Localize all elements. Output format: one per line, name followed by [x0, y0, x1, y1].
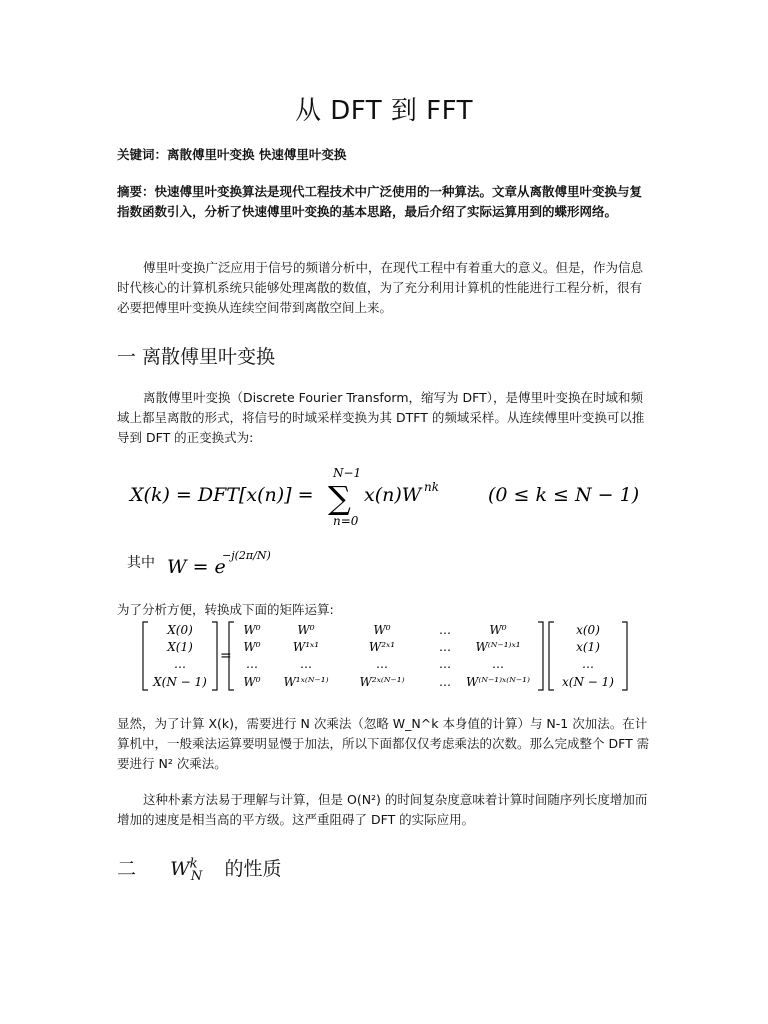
matrix-mid-cell: W²ˣ⁽ᴺ⁻¹⁾ [359, 675, 405, 689]
keywords-text: 离散傅里叶变换 快速傅里叶变换 [167, 147, 347, 162]
matrix-mid-cell: W⁰ [373, 623, 391, 637]
bracket-w-close [538, 622, 543, 690]
w-definition-svg [127, 545, 327, 581]
keywords-line [117, 145, 652, 165]
multiplication-paragraph: 显然，为了计算 X(k)，需要进行 N 次乘法（忽略 W_N^k 本身值的计算）与 N-1 次加法。在计算机中，一般乘法运算要明显慢于加法，所以下面都仅仅考虑乘法的次数。那么完成整个 DFT 需要进行 N² 次乘法。 [117, 716, 650, 771]
matrix-left-cell: X(0) [167, 623, 193, 637]
matrix-svg [140, 620, 630, 692]
matrix-mid-cell: … [439, 675, 451, 689]
matrix-right-cell: x(1) [576, 640, 600, 654]
dft-paragraph: 离散傅里叶变换（Discrete Fourier Transform，缩写为 DFT），是傅里叶变换在时域和频域上都呈离散的形式，将信号的时域采样变换为其 DTFT 的频域采样。从连续傅里叶变换可以推导到 DFT 的正变换式为: [117, 390, 645, 445]
section2-symbol [170, 856, 203, 884]
matrix-mid-cell: … [439, 640, 451, 654]
sum-lower-limit: n=0 [333, 514, 359, 527]
matrix-mid-cell: W²ˣ¹ [368, 640, 396, 654]
abstract-text: 快速傅里叶变换算法是现代工程技术中广泛使用的一种算法。文章从离散傅里叶变换与复指数函数引入，分析了快速傅里叶变换的基本思路，最后介绍了实际运算用到的蝶形网络。 [117, 184, 643, 219]
matrix-mid-cell: W⁰ [243, 675, 261, 689]
matrix-left-cell: X(1) [167, 640, 193, 654]
matrix-mid-cell: … [439, 623, 451, 637]
matrix-mid-cell: … [439, 657, 451, 671]
section2-symbol-base: W [170, 858, 190, 880]
formula-range: (0 ≤ k ≤ N − 1) [488, 484, 640, 506]
section2-symbol-sub: N [190, 868, 203, 884]
complexity-paragraph: 这种朴素方法易于理解与计算，但是 O(N²) 的时间复杂度意味着计算时间随序列长度增加而增加的速度是相当高的平方级。这严重阻碍了 DFT 的实际应用。 [117, 792, 648, 827]
section-heading-2 [117, 854, 281, 884]
bracket-x-open [549, 622, 554, 690]
matrix-equals: = [220, 648, 232, 664]
section2-symbol-sup: k [189, 856, 198, 872]
matrix-mid-cell: … [376, 657, 388, 671]
dft-formula-svg [128, 465, 648, 527]
matrix-mid-cell: … [246, 657, 258, 671]
sum-symbol: ∑ [328, 479, 351, 517]
matrix-mid-cell: W⁰ [297, 623, 315, 637]
matrix-mid-cell: W⁰ [243, 623, 261, 637]
sum-upper-limit: N−1 [333, 466, 362, 480]
abstract-label: 摘要： [117, 184, 155, 199]
matrix-mid-cell: … [300, 657, 312, 671]
matrix-mid-cell: W⁽ᴺ⁻¹⁾ˣ⁽ᴺ⁻¹⁾ [466, 675, 530, 689]
matrix-left-cell: … [174, 657, 186, 671]
formula-lhs: X(k) = DFT[x(n)] = [130, 484, 314, 506]
section2-suffix: 的性质 [224, 858, 282, 880]
matrix-equation [140, 620, 630, 692]
matrix-mid-cell: … [492, 657, 504, 671]
w-definition [127, 545, 327, 581]
bracket-x-close [622, 622, 627, 690]
bracket-left-x-open [143, 622, 148, 690]
page-title: 从 DFT 到 FFT [294, 96, 474, 126]
matrix-mid-cell: W⁽ᴺ⁻¹⁾ˣ¹ [475, 640, 521, 654]
matrix-right-cell: x(N − 1) [562, 675, 614, 689]
matrix-mid-cell: W⁰ [489, 623, 507, 637]
section-heading-1: 一 离散傅里叶变换 [117, 346, 276, 368]
matrix-mid-cell: W¹ˣ⁽ᴺ⁻¹⁾ [283, 675, 329, 689]
bracket-left-x-close [212, 622, 217, 690]
matrix-mid-cell: W⁰ [243, 640, 261, 654]
w-formula-exponent: −j(2π/N) [222, 549, 271, 562]
intro-paragraph: 傅里叶变换广泛应用于信号的频谱分析中，在现代工程中有着重大的意义。但是，作为信息时代核心的计算机系统只能够处理离散的数值，为了充分利用计算机的性能进行工程分析，很有必要把傅里叶变换从连续空间带到离散空间上来。 [117, 260, 644, 315]
w-formula-base: W = e [167, 556, 226, 578]
formula-rhs: x(n)W [364, 484, 422, 506]
matrix-intro: 为了分析方便，转换成下面的矩阵运算: [117, 602, 334, 617]
keywords-label: 关键词： [117, 147, 168, 162]
w-label: 其中 [127, 555, 155, 571]
matrix-left-cell: X(N − 1) [153, 675, 207, 689]
matrix-mid-cell: W¹ˣ¹ [292, 640, 320, 654]
matrix-right-cell: … [582, 657, 594, 671]
section2-prefix: 二 [117, 858, 137, 880]
formula-exponent: nk [424, 480, 439, 494]
abstract-paragraph [117, 182, 652, 222]
dft-formula [128, 465, 648, 527]
matrix-right-cell: x(0) [576, 623, 600, 637]
